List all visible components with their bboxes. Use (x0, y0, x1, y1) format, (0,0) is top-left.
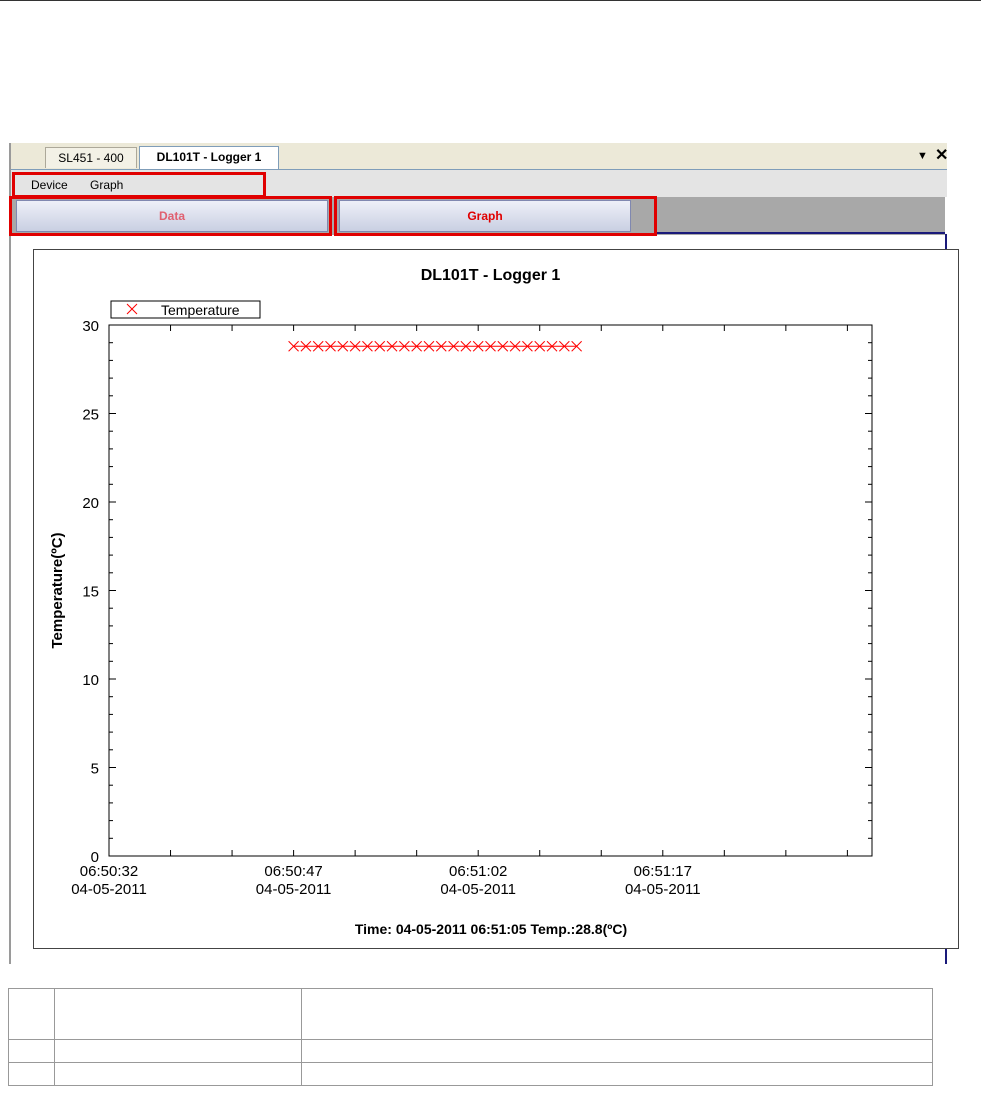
x-tick-label-time: 06:51:02 (448, 863, 508, 880)
document-table (8, 988, 933, 1086)
document-tab-bar (11, 143, 947, 170)
page-top-rule (0, 0, 981, 1)
menu-device[interactable]: Device (31, 178, 68, 192)
table-cell (302, 989, 933, 1040)
plot-area (109, 325, 872, 856)
chart-frame (33, 249, 959, 949)
y-tick-label: 30 (82, 318, 99, 335)
x-tick-label-date: 04-05-2011 (624, 881, 701, 898)
close-icon[interactable]: ✕ (935, 147, 949, 164)
y-tick-label: 0 (90, 849, 99, 866)
x-tick-label-date: 04-05-2011 (255, 881, 332, 898)
y-tick-label: 25 (82, 406, 99, 424)
window-left-border (9, 143, 11, 964)
table-row (9, 989, 933, 1040)
x-tick-label-date: 04-05-2011 (71, 881, 147, 898)
doc-tab-sl451[interactable]: SL451 - 400 (45, 147, 137, 168)
menu-graph[interactable]: Graph (90, 178, 124, 192)
table-cell (302, 1063, 933, 1086)
y-tick-label: 15 (82, 583, 99, 601)
y-tick-label: 20 (82, 495, 99, 512)
y-axis-label: Temperature(ºC) (49, 532, 66, 649)
table-row (9, 1063, 933, 1086)
temperature-chart[interactable] (34, 250, 958, 948)
doc-tab-dl101t[interactable]: DL101T - Logger 1 (139, 146, 279, 169)
x-tick-label-time: 06:50:47 (264, 863, 323, 880)
table-row (9, 1040, 933, 1063)
tab-data[interactable]: Data (16, 200, 328, 232)
table-cell (9, 1040, 55, 1063)
table-cell (55, 989, 302, 1040)
tab-graph-highlight-box (334, 196, 657, 236)
chart-title: DL101T - Logger 1 (420, 267, 561, 284)
table-cell (9, 1063, 55, 1086)
legend-label: Temperature (161, 302, 240, 318)
x-tick-label-time: 06:51:17 (633, 863, 692, 880)
tab-data-highlight-box (9, 196, 332, 236)
y-tick-label: 5 (90, 760, 99, 778)
table-cell (55, 1063, 302, 1086)
x-tick-label-time: 06:50:32 (79, 863, 139, 880)
view-tab-bar-underline (655, 232, 945, 234)
table-cell (9, 989, 55, 1040)
table-cell (55, 1040, 302, 1063)
menu-highlight-box (12, 172, 266, 198)
chevron-down-icon[interactable]: ▼ (917, 150, 928, 162)
x-tick-label-date: 04-05-2011 (440, 881, 517, 898)
table-cell (302, 1040, 933, 1063)
y-tick-label: 10 (82, 672, 99, 689)
tab-graph[interactable]: Graph (339, 200, 631, 232)
status-readout: Time: 04-05-2011 06:51:05 Temp.:28.8(ºC) (354, 921, 628, 937)
